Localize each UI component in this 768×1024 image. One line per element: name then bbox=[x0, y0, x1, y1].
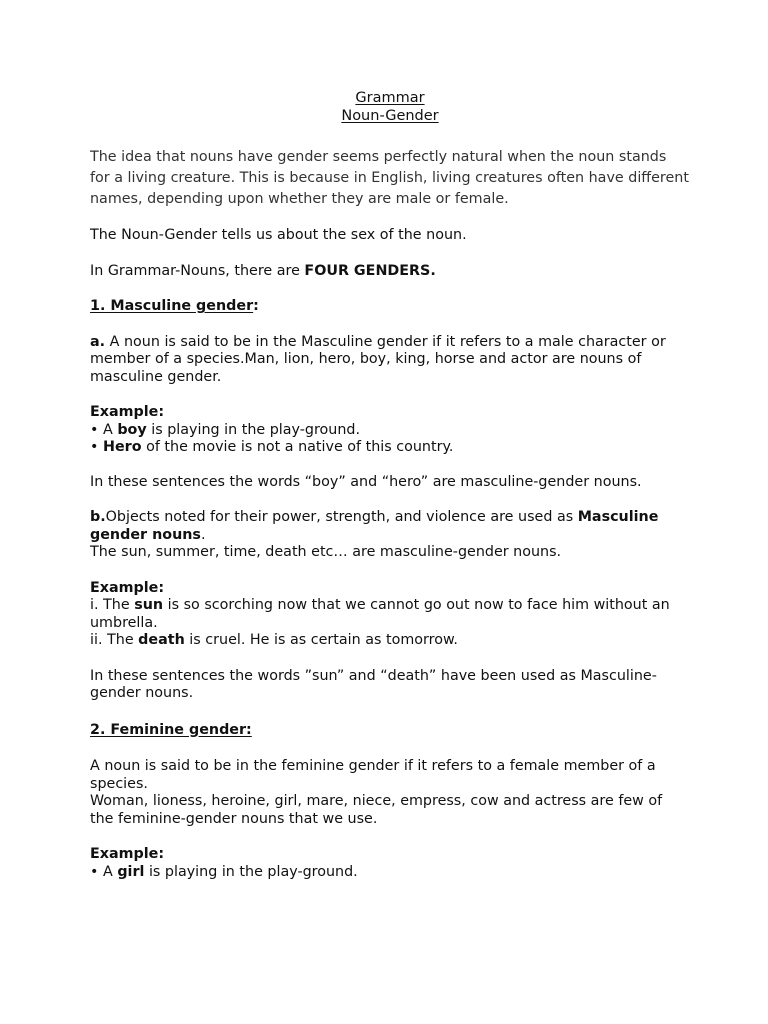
example-pre: i. The bbox=[90, 597, 135, 613]
document-title bbox=[90, 89, 690, 125]
masculine-example2-item bbox=[90, 597, 690, 632]
example-bold: sun bbox=[134, 597, 164, 613]
feminine-text2: Woman, lioness, heroine, girl, mare, niece, empress, cow and actress are few of the feminine-gender nouns that we use. bbox=[90, 793, 663, 827]
feminine-example-item bbox=[90, 864, 690, 882]
four-genders-paragraph bbox=[90, 263, 690, 281]
feminine-heading: 2. Feminine gender: bbox=[90, 721, 252, 738]
example-pre: ii. The bbox=[90, 632, 139, 648]
masculine-example1-item bbox=[90, 422, 690, 440]
example-bold: boy bbox=[117, 421, 147, 438]
masculine-example1-label: Example: bbox=[90, 404, 165, 420]
masculine-b-text: Objects noted for their power, strength, and violence are used as bbox=[105, 509, 578, 525]
masculine-b-list: The sun, summer, time, death etc… are masculine-gender nouns. bbox=[90, 544, 562, 560]
feminine-example-label: Example: bbox=[90, 846, 165, 862]
masculine-b-label: b. bbox=[90, 509, 106, 525]
example-pre: • bbox=[90, 439, 103, 455]
masculine-example2-label: Example: bbox=[90, 579, 165, 596]
masculine-b-end: . bbox=[200, 526, 206, 543]
masculine-a-label: a. bbox=[90, 333, 106, 350]
masculine-example1-item bbox=[90, 439, 690, 457]
example-post: is playing in the play-ground. bbox=[146, 421, 361, 438]
masculine-heading-colon: : bbox=[253, 298, 259, 314]
intro-paragraph: The idea that nouns have gender seems perfectly natural when the noun stands for a living creature. This is because in English, living creatures often have different names, depending upon whether they are male or female. bbox=[90, 149, 689, 207]
example-post: is cruel. He is as certain as tomorrow. bbox=[184, 632, 458, 648]
definition-paragraph: The Noun-Gender tells us about the sex of the noun. bbox=[90, 227, 467, 243]
four-genders-prefix: In Grammar-Nouns, there are bbox=[90, 262, 305, 279]
example-bold: death bbox=[138, 632, 185, 648]
document-page bbox=[90, 89, 690, 881]
feminine-text1: A noun is said to be in the feminine gender if it refers to a female member of a species. bbox=[90, 758, 656, 792]
title-grammar: Grammar bbox=[355, 90, 425, 106]
masculine-summary1: In these sentences the words “boy” and “hero” are masculine-gender nouns. bbox=[90, 473, 642, 490]
four-genders-bold: FOUR GENDERS. bbox=[304, 262, 436, 279]
masculine-summary2: In these sentences the words ”sun” and “death” have been used as Masculine-gender nouns. bbox=[90, 667, 657, 701]
example-pre: • A bbox=[90, 863, 118, 880]
title-noun-gender: Noun-Gender bbox=[341, 108, 439, 124]
masculine-heading-text: 1. Masculine gender bbox=[90, 298, 254, 314]
masculine-example2-item bbox=[90, 632, 690, 650]
example-bold: Hero bbox=[102, 439, 142, 455]
example-post: of the movie is not a native of this country. bbox=[141, 439, 454, 455]
masculine-heading bbox=[90, 298, 690, 316]
masculine-b-bold: Masculine gender nouns bbox=[90, 509, 659, 543]
example-post: is playing in the play-ground. bbox=[144, 863, 358, 880]
example-pre: • A bbox=[90, 421, 118, 438]
masculine-a-paragraph bbox=[90, 334, 690, 387]
masculine-a-text: A noun is said to be in the Masculine gender if it refers to a male character or member of a species.Man, lion, hero, boy, king, horse and actor are nouns of masculine gender. bbox=[90, 333, 666, 385]
example-bold: girl bbox=[117, 863, 145, 880]
masculine-b-paragraph bbox=[90, 509, 690, 544]
example-post: is so scorching now that we cannot go out now to face him without an umbrella. bbox=[90, 597, 670, 631]
